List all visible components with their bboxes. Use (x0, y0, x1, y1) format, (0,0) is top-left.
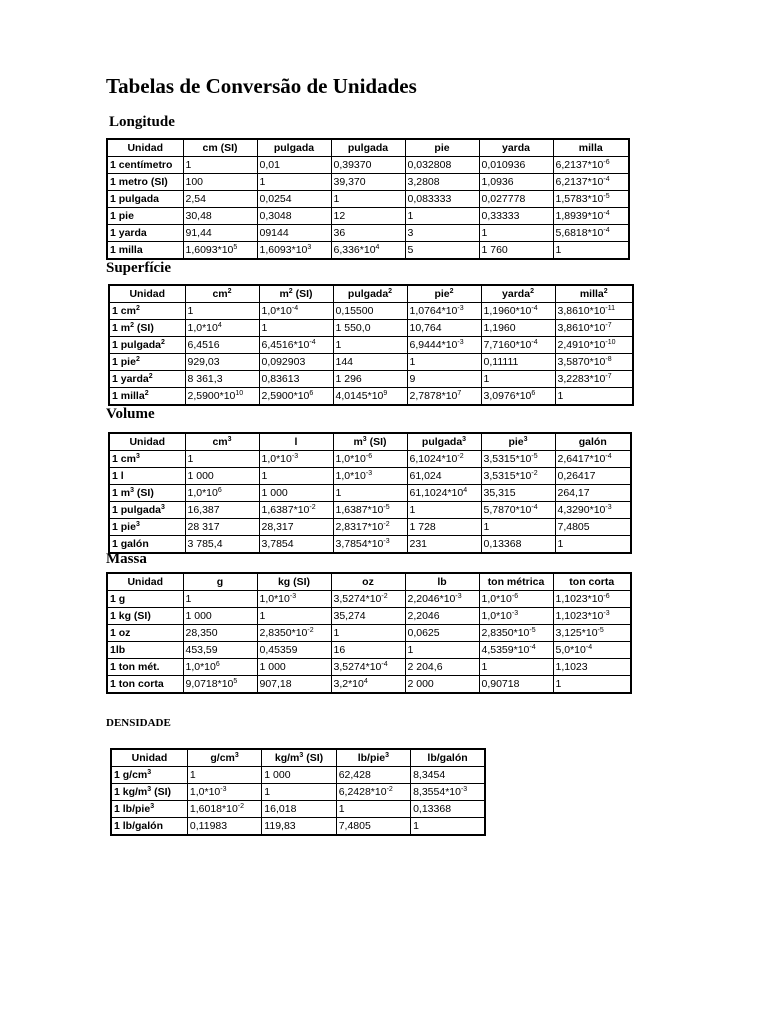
table-row (107, 591, 631, 608)
conversion-value: 1 728 (407, 519, 481, 536)
row-unit-label: 1 g (107, 591, 183, 608)
table-row (109, 303, 633, 320)
conversion-value: 2,2046 (405, 608, 479, 625)
conversion-value: $2,5900*10^{10}$ (185, 388, 259, 406)
column-header: lb/pie$^3$ (336, 749, 410, 767)
conversion-value: $2,4910*10^{-10}$ (555, 337, 633, 354)
table-row (109, 371, 633, 388)
conversion-value: 1 (405, 642, 479, 659)
column-header: pulgada$^3$ (407, 433, 481, 451)
row-unit-label: 1 pie$^3$ (109, 519, 185, 536)
column-header: kg (SI) (257, 573, 331, 591)
conversion-value: 1 (411, 818, 485, 836)
conversion-value: 1 760 (479, 242, 553, 260)
page-title: Tabelas de Conversão de Unidades (106, 74, 417, 98)
conversion-value: 35,315 (481, 485, 555, 502)
conversion-value: $2,7878*10^7$ (407, 388, 481, 406)
conversion-value: $1,0*10^{-3}$ (187, 784, 261, 801)
row-unit-label: 1 centímetro (107, 157, 183, 174)
column-header: $m^2$ (SI) (259, 285, 333, 303)
column-header: Unidad (107, 139, 183, 157)
conversion-value: $1,0*10^{-3}$ (479, 608, 553, 625)
column-header: pie (405, 139, 479, 157)
conversion-value: 35,274 (331, 608, 405, 625)
row-unit-label: 1 kg (SI) (107, 608, 183, 625)
conversion-value: $3,5274*10^{-4}$ (331, 659, 405, 676)
table-row (107, 191, 629, 208)
section-title-densidade: DENSIDADE (106, 717, 171, 729)
conversion-value: 1 (481, 519, 555, 536)
header-row (107, 139, 629, 157)
table-row (107, 676, 631, 694)
conversion-value: $3,125*10^{-5}$ (553, 625, 631, 642)
table-row (109, 485, 631, 502)
section-title-volume: Volume (106, 406, 155, 422)
column-header: Unidad (109, 433, 185, 451)
row-unit-label: 1lb (107, 642, 183, 659)
conversion-value: 10,764 (407, 320, 481, 337)
conversion-value: $2,8350*10^{-2}$ (257, 625, 331, 642)
conversion-value: $2,5900*10^6$ (259, 388, 333, 406)
conversion-value: $1,0*10^{-4}$ (259, 303, 333, 320)
conversion-value: 0,092903 (259, 354, 333, 371)
header-row (109, 433, 631, 451)
conversion-value: $2,8350*10^{-5}$ (479, 625, 553, 642)
conversion-value: 231 (407, 536, 481, 554)
conversion-value: 453,59 (183, 642, 257, 659)
conversion-value: $1,0764*10^{-3}$ (407, 303, 481, 320)
column-header: oz (331, 573, 405, 591)
column-header: ton corta (553, 573, 631, 591)
conversion-value: $1,5783*10^{-5}$ (553, 191, 629, 208)
table-row (109, 536, 631, 554)
conversion-value: 9 (407, 371, 481, 388)
conversion-value: 7,4805 (336, 818, 410, 836)
conversion-value: $1,0*10^6$ (185, 485, 259, 502)
table-row (109, 502, 631, 519)
table-row (107, 225, 629, 242)
conversion-value: $1,1960*10^{-4}$ (481, 303, 555, 320)
conversion-value: 1 (479, 225, 553, 242)
conversion-value: $9,0718*10^5$ (183, 676, 257, 694)
table-row (109, 519, 631, 536)
conversion-value: 1 (405, 208, 479, 225)
row-unit-label: 1 ton mét. (107, 659, 183, 676)
conversion-value: $3,8610*10^{-11}$ (555, 303, 633, 320)
header-row (109, 285, 633, 303)
conversion-value: $6,4516*10^{-4}$ (259, 337, 333, 354)
conversion-value: 3,2808 (405, 174, 479, 191)
column-header: l (259, 433, 333, 451)
conversion-value: 16,387 (185, 502, 259, 519)
conversion-value: $3,2283*10^{-7}$ (555, 371, 633, 388)
conversion-value: 1 296 (333, 371, 407, 388)
conversion-value: 28,350 (183, 625, 257, 642)
conversion-value: 36 (331, 225, 405, 242)
conversion-value: 1 550,0 (333, 320, 407, 337)
conversion-value: 1,1023 (553, 659, 631, 676)
conversion-value: 907,18 (257, 676, 331, 694)
conversion-value: 0,15500 (333, 303, 407, 320)
conversion-value: $1,0*10^{-6}$ (333, 451, 407, 468)
row-unit-label: 1 $g/cm^3$ (111, 767, 187, 784)
conversion-value: 0,13368 (411, 801, 485, 818)
row-unit-label: 1 pie (107, 208, 183, 225)
column-header: $cm^2$ (185, 285, 259, 303)
conversion-value: 1 (259, 468, 333, 485)
row-unit-label: 1 pulgada$^2$ (109, 337, 185, 354)
conversion-value: 0,01 (257, 157, 331, 174)
table-row (111, 784, 485, 801)
table-row (109, 337, 633, 354)
column-header: lb/galón (411, 749, 485, 767)
conversion-value: 119,83 (262, 818, 336, 836)
conversion-value: 1 000 (257, 659, 331, 676)
longitude-table (106, 138, 630, 260)
conversion-value: 0,39370 (331, 157, 405, 174)
conversion-value: $6,336*10^4$ (331, 242, 405, 260)
conversion-value: 1 (187, 767, 261, 784)
conversion-value: $3,2*10^4$ (331, 676, 405, 694)
table-row (111, 767, 485, 784)
section-title-longitude: Longitude (109, 114, 175, 130)
conversion-value: 2,54 (183, 191, 257, 208)
conversion-value: $2,8317*10^{-2}$ (333, 519, 407, 536)
conversion-value: 264,17 (555, 485, 631, 502)
column-header: cm (SI) (183, 139, 257, 157)
conversion-value: $6,2137*10^{-4}$ (553, 174, 629, 191)
conversion-value: 1 (185, 451, 259, 468)
conversion-value: $4,5359*10^{-4}$ (479, 642, 553, 659)
table-row (107, 242, 629, 260)
conversion-value: $5,7870*10^{-4}$ (481, 502, 555, 519)
conversion-value: $3,0976*10^6$ (481, 388, 555, 406)
conversion-value: $2,6417*10^{-4}$ (555, 451, 631, 468)
header-row (111, 749, 485, 767)
conversion-value: 1 (336, 801, 410, 818)
conversion-value: $1,6387*10^{-5}$ (333, 502, 407, 519)
column-header: Unidad (109, 285, 185, 303)
row-unit-label: 1 $kg/m^3$ (SI) (111, 784, 187, 801)
row-unit-label: 1 l (109, 468, 185, 485)
conversion-value: 12 (331, 208, 405, 225)
row-unit-label: 1 $m^3$ (SI) (109, 485, 185, 502)
table-row (107, 157, 629, 174)
table-row (107, 608, 631, 625)
row-unit-label: 1 milla (107, 242, 183, 260)
conversion-value: 09144 (257, 225, 331, 242)
conversion-value: 1 000 (262, 767, 336, 784)
conversion-value: $1,6093*10^5$ (183, 242, 257, 260)
conversion-value: 1 (185, 303, 259, 320)
conversion-value: 3 785,4 (185, 536, 259, 554)
conversion-value: 0,0625 (405, 625, 479, 642)
conversion-value: 2 000 (405, 676, 479, 694)
conversion-value: 1 000 (185, 468, 259, 485)
column-header: lb (405, 573, 479, 591)
conversion-value: $3,7854*10^{-3}$ (333, 536, 407, 554)
conversion-value: $1,0*10^4$ (185, 320, 259, 337)
conversion-value: 16,018 (262, 801, 336, 818)
row-unit-label: 1 milla$^2$ (109, 388, 185, 406)
conversion-value: 8 361,3 (185, 371, 259, 388)
conversion-value: $6,9444*10^{-3}$ (407, 337, 481, 354)
column-header: g (183, 573, 257, 591)
column-header: pulgada (331, 139, 405, 157)
header-row (107, 573, 631, 591)
conversion-value: $4,0145*10^9$ (333, 388, 407, 406)
conversion-value: 1 (407, 502, 481, 519)
conversion-value: 91,44 (183, 225, 257, 242)
conversion-value: $1,8939*10^{-4}$ (553, 208, 629, 225)
conversion-value: 0,13368 (481, 536, 555, 554)
conversion-value: $1,1023*10^{-6}$ (553, 591, 631, 608)
table-row (111, 801, 485, 818)
row-unit-label: 1 pulgada (107, 191, 183, 208)
conversion-value: 28 317 (185, 519, 259, 536)
conversion-value: $2,2046*10^{-3}$ (405, 591, 479, 608)
column-header: $g/cm^3$ (187, 749, 261, 767)
row-unit-label: 1 galón (109, 536, 185, 554)
column-header: pie$^3$ (481, 433, 555, 451)
row-unit-label: 1 $cm^3$ (109, 451, 185, 468)
conversion-value: 0,26417 (555, 468, 631, 485)
column-header: ton métrica (479, 573, 553, 591)
conversion-value: 0,90718 (479, 676, 553, 694)
conversion-value: $7,7160*10^{-4}$ (481, 337, 555, 354)
conversion-value: 1,0936 (479, 174, 553, 191)
superficie-table (108, 284, 634, 406)
conversion-value: 5 (405, 242, 479, 260)
table-row (109, 388, 633, 406)
conversion-value: 100 (183, 174, 257, 191)
row-unit-label: 1 ton corta (107, 676, 183, 694)
conversion-value: 3 (405, 225, 479, 242)
column-header: $cm^3$ (185, 433, 259, 451)
conversion-value: 1 000 (259, 485, 333, 502)
volume-table (108, 432, 632, 554)
conversion-value: 929,03 (185, 354, 259, 371)
conversion-value: 0,11983 (187, 818, 261, 836)
section-title-superficie: Superfície (106, 260, 171, 276)
conversion-value: 0,010936 (479, 157, 553, 174)
table-row (109, 320, 633, 337)
conversion-value: $6,2428*10^{-2}$ (336, 784, 410, 801)
row-unit-label: 1 lb/pie$^3$ (111, 801, 187, 818)
conversion-value: $3,8610*10^{-7}$ (555, 320, 633, 337)
conversion-value: 8,3454 (411, 767, 485, 784)
column-header: milla$^2$ (555, 285, 633, 303)
conversion-value: 6,4516 (185, 337, 259, 354)
conversion-value: $1,0*10^{-6}$ (479, 591, 553, 608)
column-header: milla (553, 139, 629, 157)
conversion-value: $1,6018*10^{-2}$ (187, 801, 261, 818)
conversion-value: 0,032808 (405, 157, 479, 174)
conversion-value: 1 (183, 157, 257, 174)
table-row (107, 174, 629, 191)
column-header: galón (555, 433, 631, 451)
conversion-value: $3,5315*10^{-2}$ (481, 468, 555, 485)
row-unit-label: 1 oz (107, 625, 183, 642)
row-unit-label: 1 lb/galón (111, 818, 187, 836)
row-unit-label: 1 yarda (107, 225, 183, 242)
table-row (107, 659, 631, 676)
column-header: pie$^2$ (407, 285, 481, 303)
conversion-value: 1 (257, 608, 331, 625)
conversion-value: 0,45359 (257, 642, 331, 659)
table-row (107, 625, 631, 642)
conversion-value: 7,4805 (555, 519, 631, 536)
conversion-value: $3,5274*10^{-2}$ (331, 591, 405, 608)
table-row (107, 208, 629, 225)
section-title-massa: Massa (106, 551, 147, 567)
conversion-value: $1,0*10^{-3}$ (259, 451, 333, 468)
table-row (109, 354, 633, 371)
conversion-value: 1 (331, 625, 405, 642)
conversion-value: 1 (262, 784, 336, 801)
conversion-value: 1 000 (183, 608, 257, 625)
conversion-value: 1 (333, 337, 407, 354)
conversion-value: 1 (479, 659, 553, 676)
conversion-value: 1 (553, 242, 629, 260)
conversion-value: 1 (259, 320, 333, 337)
conversion-value: 1 (481, 371, 555, 388)
conversion-value: 3,7854 (259, 536, 333, 554)
conversion-value: 0,0254 (257, 191, 331, 208)
conversion-value: $1,0*10^{-3}$ (333, 468, 407, 485)
conversion-value: 2 204,6 (405, 659, 479, 676)
row-unit-label: 1 $cm^2$ (109, 303, 185, 320)
conversion-value: 1 (331, 191, 405, 208)
conversion-value: $1,6387*10^{-2}$ (259, 502, 333, 519)
column-header: Unidad (107, 573, 183, 591)
conversion-value: 0,83613 (259, 371, 333, 388)
row-unit-label: 1 metro (SI) (107, 174, 183, 191)
column-header: yarda (479, 139, 553, 157)
conversion-value: $3,5870*10^{-8}$ (555, 354, 633, 371)
column-header: $kg/m^3$ (SI) (262, 749, 336, 767)
conversion-value: 1 (407, 354, 481, 371)
conversion-value: $6,1024*10^{-2}$ (407, 451, 481, 468)
conversion-value: 28,317 (259, 519, 333, 536)
conversion-value: 0,33333 (479, 208, 553, 225)
conversion-value: $5,6818*10^{-4}$ (553, 225, 629, 242)
conversion-value: $3,5315*10^{-5}$ (481, 451, 555, 468)
conversion-value: 1 (183, 591, 257, 608)
conversion-value: 61,024 (407, 468, 481, 485)
conversion-value: 0,027778 (479, 191, 553, 208)
column-header: pulgada (257, 139, 331, 157)
conversion-value: 62,428 (336, 767, 410, 784)
row-unit-label: 1 pulgada$^3$ (109, 502, 185, 519)
conversion-value: 30,48 (183, 208, 257, 225)
massa-table (106, 572, 632, 694)
conversion-value: $6,2137*10^{-6}$ (553, 157, 629, 174)
table-row (109, 468, 631, 485)
conversion-value: $1,0*10^{-3}$ (257, 591, 331, 608)
conversion-value: 0,083333 (405, 191, 479, 208)
conversion-value: $1,6093*10^3$ (257, 242, 331, 260)
conversion-value: 144 (333, 354, 407, 371)
table-row (109, 451, 631, 468)
row-unit-label: 1 pie$^2$ (109, 354, 185, 371)
conversion-value: 1,1960 (481, 320, 555, 337)
column-header: Unidad (111, 749, 187, 767)
conversion-value: 1 (333, 485, 407, 502)
conversion-value: 0,3048 (257, 208, 331, 225)
conversion-value: $1,1023*10^{-3}$ (553, 608, 631, 625)
conversion-value: 1 (257, 174, 331, 191)
conversion-value: $5,0*10^{-4}$ (553, 642, 631, 659)
conversion-value: $4,3290*10^{-3}$ (555, 502, 631, 519)
conversion-value: 1 (555, 536, 631, 554)
table-row (111, 818, 485, 836)
conversion-value: 0,11111 (481, 354, 555, 371)
row-unit-label: 1 $m^2$ (SI) (109, 320, 185, 337)
conversion-value: $61,1024*10^4$ (407, 485, 481, 502)
conversion-value: $1,0*10^6$ (183, 659, 257, 676)
table-row (107, 642, 631, 659)
conversion-value: 16 (331, 642, 405, 659)
conversion-value: 1 (555, 388, 633, 406)
densidade-table (110, 748, 486, 836)
conversion-value: 39,370 (331, 174, 405, 191)
column-header: $m^3$ (SI) (333, 433, 407, 451)
conversion-value: $8,3554*10^{-3}$ (411, 784, 485, 801)
conversion-value: 1 (553, 676, 631, 694)
row-unit-label: 1 yarda$^2$ (109, 371, 185, 388)
column-header: yarda$^2$ (481, 285, 555, 303)
column-header: pulgada$^2$ (333, 285, 407, 303)
